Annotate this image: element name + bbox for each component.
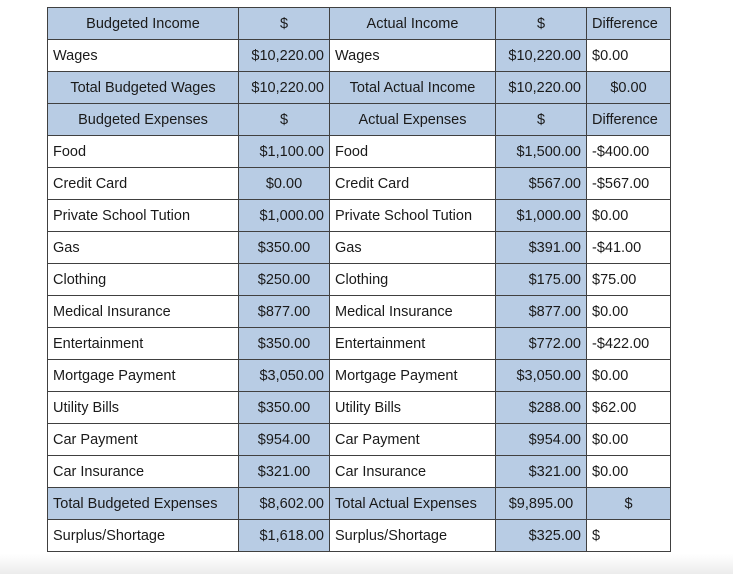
budget-table-body [48,8,671,552]
budgeted-expense-value: $3,050.00 [239,360,330,392]
actual-expense-value: $391.00 [496,232,587,264]
income-header-row [48,8,671,40]
total-wages-difference: $0.00 [587,72,671,104]
expense-difference: -$422.00 [587,328,671,360]
budgeted-expense-label: Entertainment [48,328,239,360]
actual-expense-label: Food [330,136,496,168]
expense-row [48,360,671,392]
income-difference-header: Difference [587,8,671,40]
total-wages-row [48,72,671,104]
budgeted-expense-value: $0.00 [239,168,330,200]
actual-wages-label: Wages [330,40,496,72]
bottom-shadow [0,554,733,574]
actual-expense-value: $877.00 [496,296,587,328]
wages-row [48,40,671,72]
expense-row [48,424,671,456]
budget-table [47,7,671,552]
budgeted-expense-value: $1,100.00 [239,136,330,168]
total-actual-expenses-value: $9,895.00 [496,488,587,520]
actual-expense-label: Car Payment [330,424,496,456]
expense-difference: $0.00 [587,456,671,488]
expense-difference: -$400.00 [587,136,671,168]
budgeted-expense-value: $350.00 [239,232,330,264]
expense-difference: $0.00 [587,360,671,392]
actual-expense-label: Private School Tution [330,200,496,232]
surplus-row [48,520,671,552]
actual-expenses-dollar-header: $ [496,104,587,136]
budgeted-surplus-value: $1,618.00 [239,520,330,552]
expense-row [48,136,671,168]
total-budgeted-wages-value: $10,220.00 [239,72,330,104]
actual-income-header: Actual Income [330,8,496,40]
actual-wages-value: $10,220.00 [496,40,587,72]
budgeted-expense-label: Private School Tution [48,200,239,232]
total-budgeted-expenses-label: Total Budgeted Expenses [48,488,239,520]
actual-expense-label: Mortgage Payment [330,360,496,392]
budgeted-expense-label: Utility Bills [48,392,239,424]
budgeted-expense-label: Medical Insurance [48,296,239,328]
budgeted-expense-label: Car Insurance [48,456,239,488]
expense-row [48,456,671,488]
actual-expense-value: $1,500.00 [496,136,587,168]
expense-row [48,232,671,264]
actual-expense-label: Medical Insurance [330,296,496,328]
expense-header-row [48,104,671,136]
budgeted-expense-label: Credit Card [48,168,239,200]
total-expenses-row [48,488,671,520]
total-budgeted-wages-label: Total Budgeted Wages [48,72,239,104]
expense-difference-header: Difference [587,104,671,136]
actual-expense-value: $772.00 [496,328,587,360]
expense-difference: $75.00 [587,264,671,296]
budgeted-expense-value: $250.00 [239,264,330,296]
total-actual-expenses-label: Total Actual Expenses [330,488,496,520]
budgeted-expenses-dollar-header: $ [239,104,330,136]
surplus-difference: $ [587,520,671,552]
expense-difference: $0.00 [587,296,671,328]
expense-difference: $0.00 [587,200,671,232]
actual-expense-value: $567.00 [496,168,587,200]
budgeted-income-dollar-header: $ [239,8,330,40]
wages-difference: $0.00 [587,40,671,72]
budgeted-surplus-label: Surplus/Shortage [48,520,239,552]
expense-difference: -$567.00 [587,168,671,200]
total-expenses-difference: $ [587,488,671,520]
budgeted-expense-label: Mortgage Payment [48,360,239,392]
budgeted-expense-label: Food [48,136,239,168]
actual-expense-label: Utility Bills [330,392,496,424]
actual-expense-label: Entertainment [330,328,496,360]
actual-expense-value: $321.00 [496,456,587,488]
expense-row [48,200,671,232]
expense-row [48,296,671,328]
budgeted-income-header: Budgeted Income [48,8,239,40]
actual-expense-label: Car Insurance [330,456,496,488]
expense-row [48,392,671,424]
budgeted-expense-value: $350.00 [239,328,330,360]
expense-difference: -$41.00 [587,232,671,264]
expense-row [48,328,671,360]
actual-expense-value: $954.00 [496,424,587,456]
actual-expense-label: Credit Card [330,168,496,200]
budgeted-expense-value: $350.00 [239,392,330,424]
actual-surplus-value: $325.00 [496,520,587,552]
total-budgeted-expenses-value: $8,602.00 [239,488,330,520]
actual-expense-label: Gas [330,232,496,264]
budgeted-expense-label: Car Payment [48,424,239,456]
actual-expense-value: $175.00 [496,264,587,296]
actual-expenses-header: Actual Expenses [330,104,496,136]
total-actual-income-label: Total Actual Income [330,72,496,104]
actual-expense-value: $1,000.00 [496,200,587,232]
expense-difference: $62.00 [587,392,671,424]
budgeted-expense-value: $1,000.00 [239,200,330,232]
total-actual-income-value: $10,220.00 [496,72,587,104]
actual-expense-value: $3,050.00 [496,360,587,392]
actual-income-dollar-header: $ [496,8,587,40]
budgeted-expenses-header: Budgeted Expenses [48,104,239,136]
budgeted-wages-label: Wages [48,40,239,72]
budgeted-expense-value: $954.00 [239,424,330,456]
actual-surplus-label: Surplus/Shortage [330,520,496,552]
actual-expense-label: Clothing [330,264,496,296]
budgeted-expense-value: $321.00 [239,456,330,488]
budgeted-expense-value: $877.00 [239,296,330,328]
budgeted-wages-value: $10,220.00 [239,40,330,72]
budgeted-expense-label: Gas [48,232,239,264]
expense-difference: $0.00 [587,424,671,456]
actual-expense-value: $288.00 [496,392,587,424]
expense-row [48,264,671,296]
expense-row [48,168,671,200]
budgeted-expense-label: Clothing [48,264,239,296]
